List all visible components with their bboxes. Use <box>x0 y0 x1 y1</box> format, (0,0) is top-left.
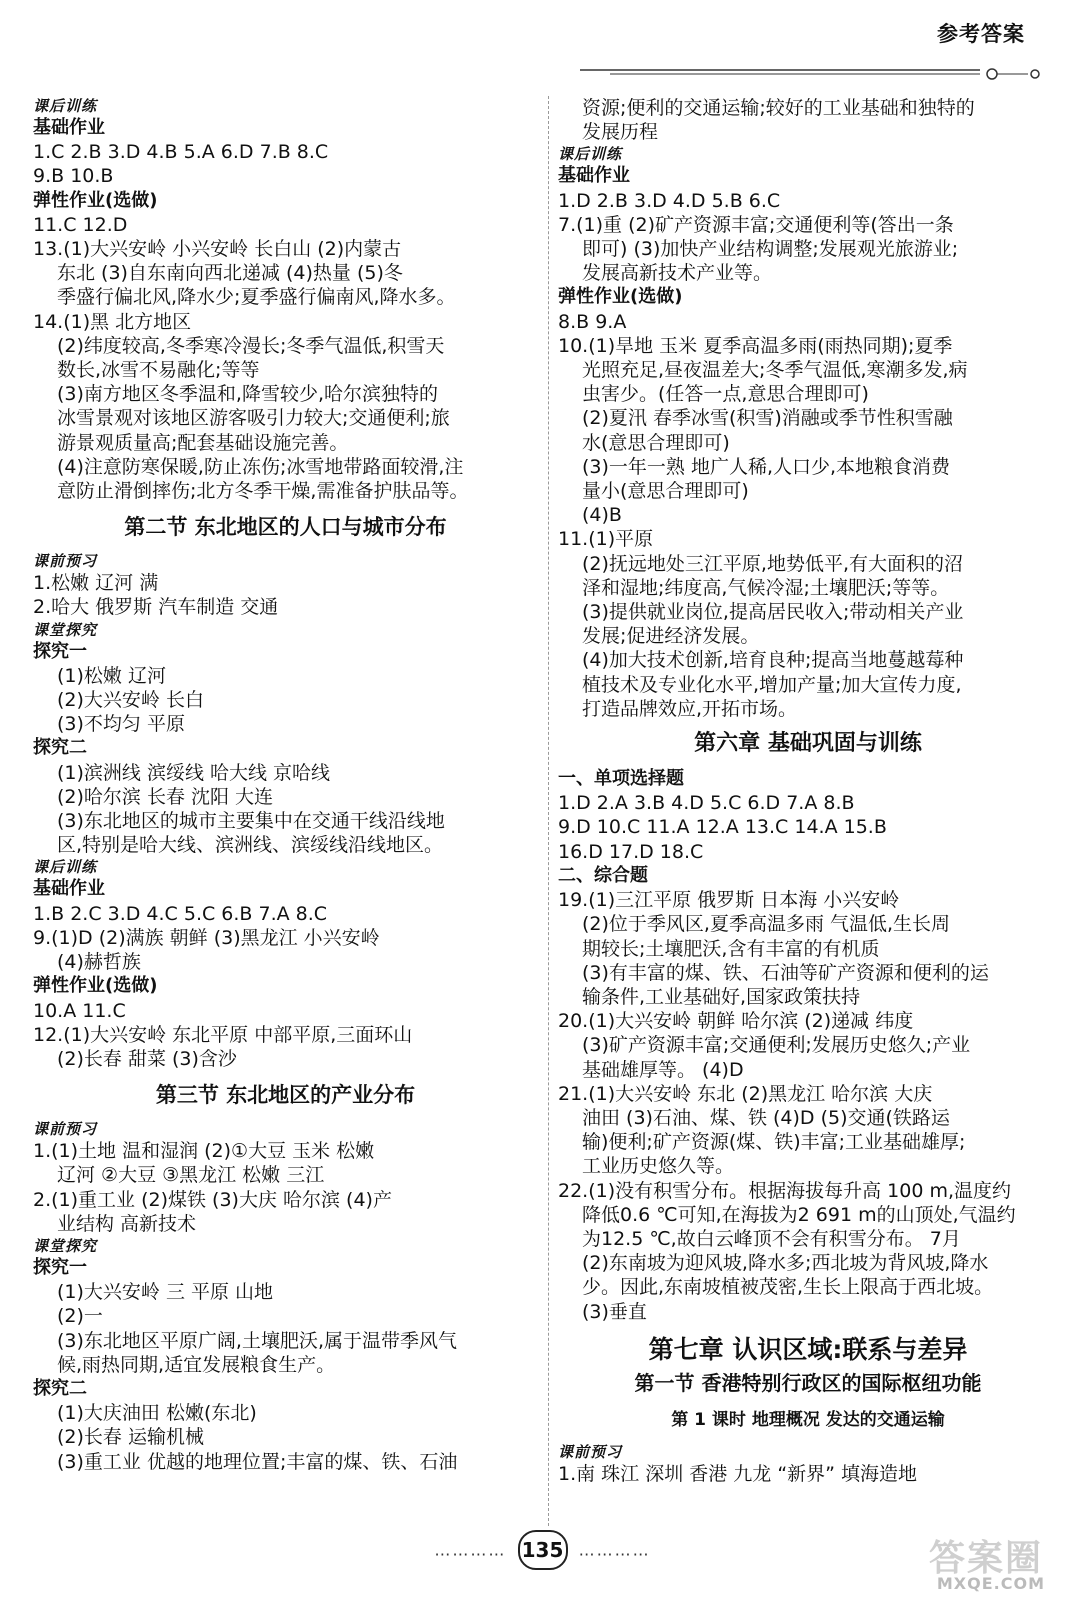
answer-line: (3)南方地区冬季温和,降雪较少,哈尔滨独特的 <box>57 383 438 406</box>
answer-line: 冰雪景观对该地区游客吸引力较大;交通便利;旅 <box>57 407 450 430</box>
answer-line: 数长,冰雪不易融化;等等 <box>57 359 260 382</box>
subsection-label: 弹性作业(选做) <box>558 286 683 308</box>
answer-line: 1.(1)土地 温和湿润 (2)①大豆 玉米 松嫩 <box>33 1140 375 1163</box>
answer-line: 9.(1)D (2)满族 朝鲜 (3)黑龙江 小兴安岭 <box>33 926 380 949</box>
subsection-label: 基础作业 <box>33 117 105 138</box>
answer-line: 输)便利;矿产资源(煤、铁)丰富;工业基础雄厚; <box>582 1131 966 1154</box>
answer-line: 辽河 ②大豆 ③黑龙江 松嫩 三江 <box>57 1164 325 1187</box>
footer-dots-left: ………… <box>434 1540 507 1560</box>
answer-line: (3)提供就业岗位,提高居民收入;带动相关产业 <box>582 601 964 624</box>
answer-line: 1.D 2.A 3.B 4.D 5.C 6.D 7.A 8.B <box>558 792 855 815</box>
answer-line: 10.A 11.C <box>33 999 126 1022</box>
answer-line: 2.哈大 俄罗斯 汽车制造 交通 <box>33 596 279 619</box>
answer-line: 11.(1)平原 <box>558 528 654 551</box>
answer-line: (1)滨洲线 滨绥线 哈大线 京哈线 <box>57 761 331 784</box>
answer-line: 16.D 17.D 18.C <box>558 840 704 863</box>
answer-line: 2.(1)重工业 (2)煤铁 (3)大庆 哈尔滨 (4)产 <box>33 1188 392 1211</box>
answer-line: 发展历程 <box>582 121 659 144</box>
subsection-label: 基础作业 <box>558 165 630 187</box>
answer-line: 基础雄厚等。 (4)D <box>582 1058 744 1081</box>
section-heading: 第三节 东北地区的产业分布 <box>155 1083 416 1108</box>
answer-line: 游景观质量高;配套基础设施完善。 <box>57 431 349 454</box>
section-tag: 课堂探究 <box>33 1236 98 1255</box>
answer-line: 业结构 高新技术 <box>57 1212 197 1235</box>
answer-line: (3)一年一熟 地广人稀,人口少,本地粮食消费 <box>582 455 951 478</box>
answer-line: 输条件,工业基础好,国家政策扶持 <box>582 985 861 1008</box>
section-tag: 课后训练 <box>558 145 623 164</box>
answer-line: 东北 (3)自东南向西北递减 (4)热量 (5)冬 <box>57 262 403 285</box>
watermark <box>905 1530 1055 1596</box>
answer-line: 光照充足,昼夜温差大;冬季气温低,寒潮多发,病 <box>582 359 968 382</box>
section-tag: 课前预习 <box>33 1120 98 1139</box>
section-tag: 课前预习 <box>33 552 98 571</box>
answer-line: (3)重工业 优越的地理位置;丰富的煤、铁、石油 <box>57 1450 458 1473</box>
answer-line: 1.B 2.C 3.D 4.C 5.C 6.B 7.A 8.C <box>33 902 328 925</box>
answer-line: 10.(1)旱地 玉米 夏季高温多雨(雨热同期);夏季 <box>558 334 953 357</box>
answer-line: 虫害少。(任答一点,意思合理即可) <box>582 383 869 406</box>
answer-line: 19.(1)三江平原 俄罗斯 日本海 小兴安岭 <box>558 889 900 912</box>
answer-line: 发展;促进经济发展。 <box>582 625 760 648</box>
answer-line: (2)东南坡为迎风坡,降水多;西北坡为背风坡,降水 <box>582 1252 989 1275</box>
answer-line: 1.松嫩 辽河 满 <box>33 572 159 595</box>
answer-line: 量小(意思合理即可) <box>582 480 749 503</box>
answer-line: 少。因此,东南坡植被茂密,生长上限高于西北坡。 <box>582 1276 994 1299</box>
watermark-logo: 答案圈 <box>928 1538 1043 1579</box>
left-column <box>33 96 538 1474</box>
section-tag: 课前预习 <box>558 1442 623 1461</box>
answer-line: 工业历史悠久等。 <box>582 1155 735 1178</box>
answer-line: 期较长;土壤肥沃,含有丰富的有机质 <box>582 937 880 960</box>
answer-line: 9.B 10.B <box>33 165 114 188</box>
answer-line: (4)赫哲族 <box>57 951 141 974</box>
answer-line: 11.C 12.D <box>33 213 128 236</box>
answer-line: 13.(1)大兴安岭 小兴安岭 长白山 (2)内蒙古 <box>33 238 402 261</box>
section-heading: 第二节 东北地区的人口与城市分布 <box>124 515 447 540</box>
answer-line: 植技术及专业化水平,增加产量;加大宣传力度, <box>582 673 962 696</box>
answer-line: 22.(1)没有积雪分布。根据海拔每升高 100 m,温度约 <box>558 1179 1012 1202</box>
chapter-heading: 第七章 认识区域:联系与差异 <box>648 1334 968 1364</box>
answer-line: (2)长春 运输机械 <box>57 1426 204 1449</box>
answer-line: 区,特别是哈大线、滨洲线、滨绥线沿线地区。 <box>57 834 444 857</box>
subsection-label: 弹性作业(选做) <box>33 975 158 997</box>
watermark-domain: MXQE.COM <box>936 1574 1045 1593</box>
answer-line: 季盛行偏北风,降水少;夏季盛行偏南风,降水多。 <box>57 286 456 309</box>
answer-line: 12.(1)大兴安岭 东北平原 中部平原,三面环山 <box>33 1023 413 1046</box>
footer-dots-right: ………… <box>578 1540 651 1560</box>
lesson-heading: 第 1 课时 地理概况 发达的交通运输 <box>671 1409 945 1430</box>
answer-line: (2)抚远地处三江平原,地势低平,有大面积的沼 <box>582 552 963 575</box>
subsection-label: 弹性作业(选做) <box>33 189 158 211</box>
answer-line: (3)垂直 <box>582 1300 647 1323</box>
answer-line: (4)注意防寒保暖,防止冻伤;冰雪地带路面较滑,注 <box>57 455 464 478</box>
chapter-heading: 第六章 基础巩固与训练 <box>694 731 922 757</box>
answer-line: 油田 (3)石油、煤、铁 (4)D (5)交通(铁路运 <box>582 1106 950 1129</box>
answer-line: (1)松嫩 辽河 <box>57 664 166 687</box>
subsection-label: 基础作业 <box>33 878 105 900</box>
answer-line: 意防止滑倒摔伤;北方冬季干燥,需准备护肤品等。 <box>57 480 469 503</box>
answer-line: 9.D 10.C 11.A 12.A 13.C 14.A 15.B <box>558 816 887 839</box>
answer-line: 1.C 2.B 3.D 4.B 5.A 6.D 7.B 8.C <box>33 141 329 164</box>
answer-line: (3)不均匀 平原 <box>57 713 185 736</box>
header-title: 参考答案 <box>937 22 1025 46</box>
answer-line: (1)大兴安岭 三 平原 山地 <box>57 1281 274 1304</box>
subsection-label: 探究二 <box>33 1377 87 1399</box>
answer-line: (4)B <box>582 504 622 527</box>
answer-line: 14.(1)黑 北方地区 <box>33 310 192 333</box>
answer-line: (4)加大技术创新,培育良种;提高当地蔓越莓种 <box>582 649 964 672</box>
section-tag: 课后训练 <box>33 858 98 877</box>
answer-line: 为12.5 ℃,故白云峰顶不会有积雪分布。 7月 <box>582 1227 961 1250</box>
answer-line: 降低0.6 ℃可知,在海拔为2 691 m的山顶处,气温约 <box>582 1203 1016 1226</box>
answer-line: 20.(1)大兴安岭 朝鲜 哈尔滨 (2)递减 纬度 <box>558 1010 914 1033</box>
answer-line: 1.南 珠江 深圳 香港 九龙 “新界” 填海造地 <box>558 1462 918 1485</box>
section-heading: 第一节 香港特别行政区的国际枢纽功能 <box>634 1370 982 1395</box>
answer-line: 打造品牌效应,开拓市场。 <box>582 697 798 720</box>
answer-line: 水(意思合理即可) <box>582 431 730 454</box>
answer-line: 候,雨热同期,适宜发展粮食生产。 <box>57 1353 336 1376</box>
column-divider <box>548 96 549 1526</box>
answer-line: (1)大庆油田 松嫩(东北) <box>57 1402 257 1425</box>
answer-line: (2)位于季风区,夏季高温多雨 气温低,生长周 <box>582 913 951 936</box>
answer-line: 1.D 2.B 3.D 4.D 5.B 6.C <box>558 189 781 212</box>
answer-line: (2)长春 甜菜 (3)含沙 <box>57 1047 237 1070</box>
subsection-label: 探究二 <box>33 737 87 759</box>
answer-line: 7.(1)重 (2)矿产资源丰富;交通便利等(答出一条 <box>558 213 954 236</box>
header-decoration <box>580 66 1060 86</box>
subsection-label: 探究一 <box>33 640 87 662</box>
answer-line: 发展高新技术产业等。 <box>582 262 773 285</box>
answer-line: (3)矿产资源丰富;交通便利;发展历史悠久;产业 <box>582 1034 971 1057</box>
answer-line: 泽和湿地;纬度高,气候冷湿;土壤肥沃;等等。 <box>582 576 950 599</box>
section-tag: 课堂探究 <box>33 620 98 639</box>
answer-line: (3)东北地区的城市主要集中在交通干线沿线地 <box>57 810 445 833</box>
section-tag: 课后训练 <box>33 97 98 115</box>
answer-line: 8.B 9.A <box>558 310 627 333</box>
answer-line: (2)大兴安岭 长白 <box>57 689 204 712</box>
subsection-label: 一、单项选择题 <box>558 768 684 790</box>
right-column <box>558 96 1058 1486</box>
answer-line: (2)夏汛 春季冰雪(积雪)消融或季节性积雪融 <box>582 407 953 430</box>
answer-line: (3)东北地区平原广阔,土壤肥沃,属于温带季风气 <box>57 1329 457 1352</box>
answer-line: (2)一 <box>57 1305 103 1328</box>
answer-line: (2)哈尔滨 长春 沈阳 大连 <box>57 785 274 808</box>
answer-line: 21.(1)大兴安岭 东北 (2)黑龙江 哈尔滨 大庆 <box>558 1082 933 1105</box>
answer-line: 即可) (3)加快产业结构调整;发展观光旅游业; <box>582 238 959 261</box>
subsection-label: 探究一 <box>33 1256 87 1278</box>
answer-line: 资源;便利的交通运输;较好的工业基础和独特的 <box>582 97 975 119</box>
subsection-label: 二、综合题 <box>558 864 648 886</box>
answer-line: (3)有丰富的煤、铁、石油等矿产资源和便利的运 <box>582 961 989 984</box>
page-number: 135 <box>518 1530 568 1570</box>
answer-line: (2)纬度较高,冬季寒冷漫长;冬季气温低,积雪天 <box>57 334 445 357</box>
